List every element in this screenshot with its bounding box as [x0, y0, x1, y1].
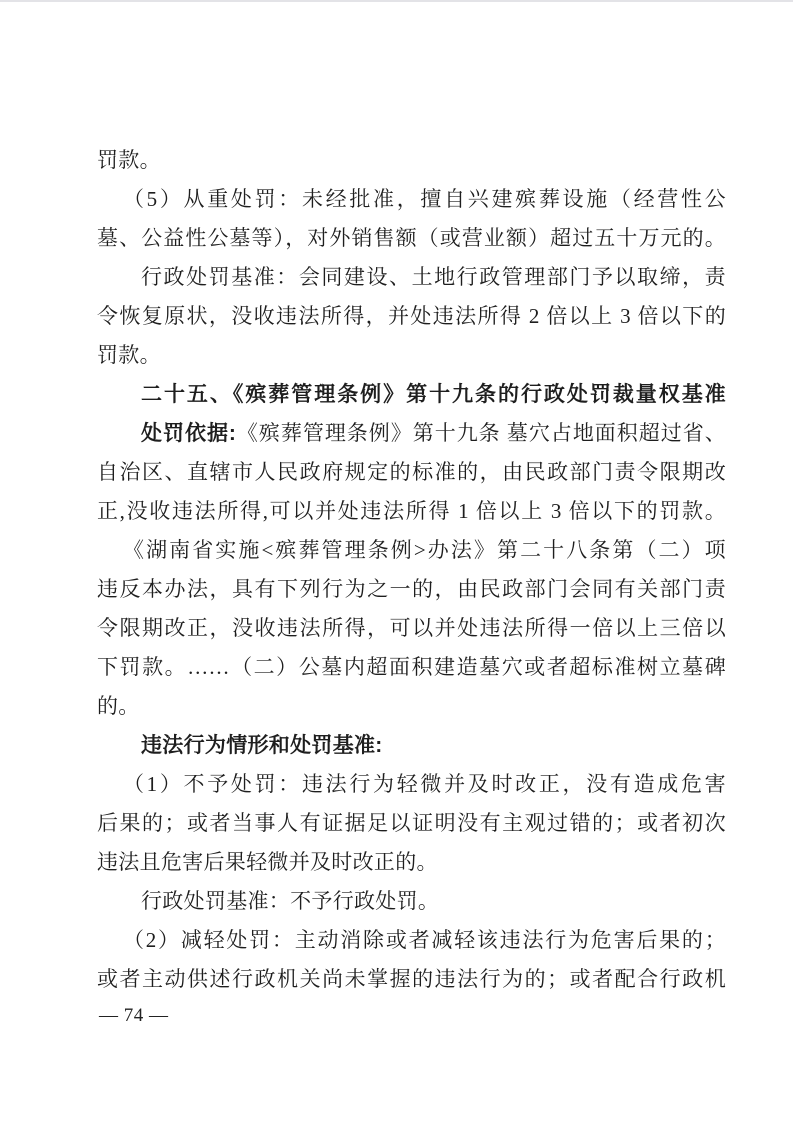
- paragraph-line: （2）减轻处罚：主动消除或者减轻该违法行为危害后果的；: [123, 928, 726, 952]
- page-number: — 74 —: [99, 1005, 169, 1026]
- paragraph-line: 下罚款。……（二）公墓内超面积建造墓穴或者超标准树立墓碑: [97, 655, 726, 679]
- page-top-edge: [0, 0, 793, 2]
- paragraph-line: 或者主动供述行政机关尚未掌握的违法行为的；或者配合行政机: [97, 967, 726, 991]
- section-heading: 二十五、《殡葬管理条例》第十九条的行政处罚裁量权基准: [141, 383, 726, 406]
- paragraph-line: （5）从重处罚：未经批准，擅自兴建殡葬设施（经营性公: [123, 187, 726, 211]
- paragraph-line: 自治区、直辖市人民政府规定的标准的，由民政部门责令限期改: [97, 460, 726, 484]
- paragraph-line: 罚款。: [97, 343, 161, 367]
- paragraph-line: （1）不予处罚：违法行为轻微并及时改正，没有造成危害: [123, 772, 726, 796]
- paragraph-line: 正,没收违法所得,可以并处违法所得 1 倍以上 3 倍以下的罚款。: [97, 499, 726, 523]
- paragraph-line: [97, 414, 726, 453]
- paragraph-line: 后果的；或者当事人有证据足以证明没有主观过错的；或者初次: [97, 811, 726, 835]
- paragraph-line: 墓、公益性公墓等），对外销售额（或营业额）超过五十万元的。: [97, 226, 726, 250]
- paragraph-line: 《湖南省实施<殡葬管理条例>办法》第二十八条第（二）项: [123, 538, 726, 562]
- paragraph-line: 违反本办法，具有下列行为之一的，由民政部门会同有关部门责: [97, 577, 726, 601]
- subsection-heading: 违法行为情形和处罚基准:: [141, 734, 383, 757]
- paragraph-line: 令限期改正，没收违法所得，可以并处违法所得一倍以上三倍以: [97, 616, 726, 640]
- basis-label: 处罚依据:: [141, 422, 237, 445]
- paragraph-line: 行政处罚基准：会同建设、土地行政管理部门予以取缔，责: [141, 265, 726, 289]
- paragraph-line: 违法且危害后果轻微并及时改正的。: [97, 850, 438, 874]
- paragraph-line: 行政处罚基准：不予行政处罚。: [141, 889, 440, 913]
- document-body: [97, 141, 726, 999]
- paragraph-line: 令恢复原状，没收违法所得，并处违法所得 2 倍以上 3 倍以下的: [97, 304, 726, 328]
- paragraph-line: 罚款。: [97, 148, 161, 172]
- statute-text: 《殡葬管理条例》第十九条 墓穴占地面积超过省、: [236, 421, 726, 445]
- paragraph-line: 的。: [97, 694, 140, 718]
